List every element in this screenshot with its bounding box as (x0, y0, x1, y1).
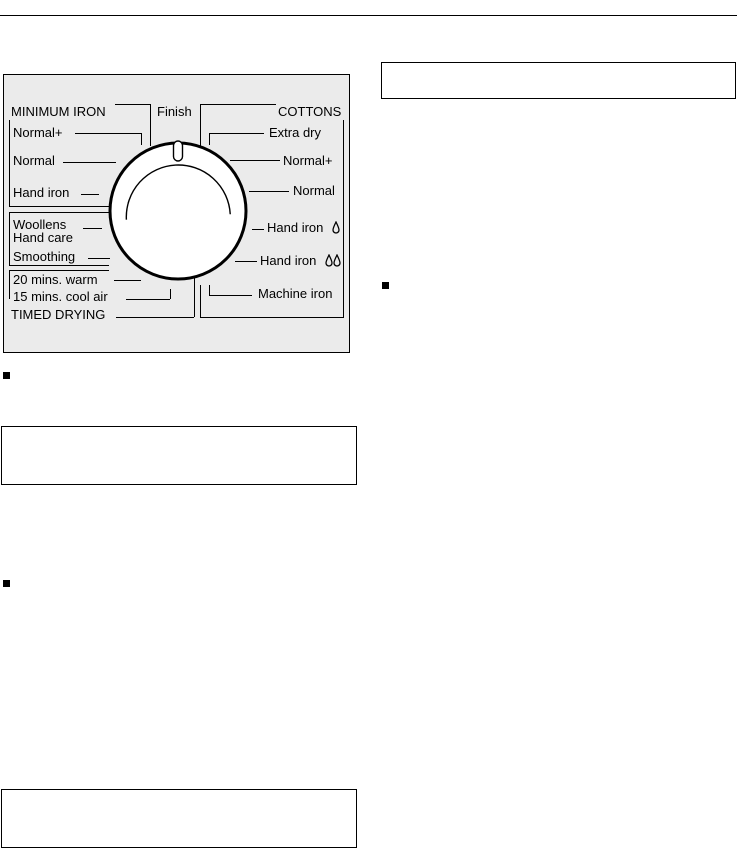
minimum-iron-bracket-left (9, 120, 10, 206)
leader-line (209, 295, 252, 296)
cottons-bracket-left-lower (200, 285, 201, 317)
note-box (1, 789, 357, 848)
minimum-iron-bracket-bottom (9, 206, 109, 207)
timed-drying-bracket-bottom (116, 317, 194, 318)
leader-line (75, 133, 141, 134)
one-drop-icon (331, 221, 341, 234)
programme-selector-knob[interactable] (104, 137, 254, 287)
programme-dial-panel (3, 74, 350, 353)
minimum-iron-hand-iron: Hand iron (13, 185, 70, 200)
cottons-machine-iron: Machine iron (258, 286, 333, 301)
timed-drying-bracket-left (9, 270, 10, 299)
note-box (381, 62, 736, 99)
cottons-normal: Normal (293, 183, 335, 198)
leader-line (209, 133, 264, 134)
bullet-marker (3, 372, 10, 379)
timed-drying-bracket-top (9, 270, 109, 271)
leader-line (81, 194, 99, 195)
cottons-bracket-top (200, 104, 276, 105)
leader-line (170, 289, 171, 299)
bullet-marker (382, 282, 389, 289)
minimum-iron-normal: Normal (13, 153, 55, 168)
cottons-normal-plus: Normal+ (283, 153, 333, 168)
leader-line (83, 228, 102, 229)
minimum-iron-normal-plus: Normal+ (13, 125, 63, 140)
woollens-label: Woollens (13, 217, 67, 232)
hand-care-label: Hand care (13, 230, 73, 245)
woollens-bracket-left (9, 212, 10, 265)
cottons-hand-iron-2: Hand iron (260, 253, 317, 268)
timed-drying-title: TIMED DRYING (11, 307, 106, 322)
timed-15-mins-cool-air: 15 mins. cool air (13, 289, 108, 304)
cottons-hand-iron-1: Hand iron (267, 220, 324, 235)
two-drops-icon (324, 254, 342, 267)
woollens-bracket-bottom (9, 265, 109, 266)
smoothing-label: Smoothing (13, 249, 76, 264)
cottons-bracket-right (343, 120, 344, 318)
top-rule (0, 15, 737, 16)
woollens-bracket-top (9, 212, 109, 213)
minimum-iron-bracket-top (115, 104, 150, 105)
timed-20-mins-warm: 20 mins. warm (13, 272, 98, 287)
cottons-bracket-bottom (200, 317, 343, 318)
note-box (1, 426, 357, 485)
cottons-extra-dry: Extra dry (269, 125, 322, 140)
minimum-iron-title: MINIMUM IRON (11, 104, 106, 119)
leader-line (126, 299, 170, 300)
bullet-marker (3, 580, 10, 587)
cottons-title: COTTONS (278, 104, 342, 119)
finish-label: Finish (157, 104, 192, 119)
leader-line (249, 191, 289, 192)
